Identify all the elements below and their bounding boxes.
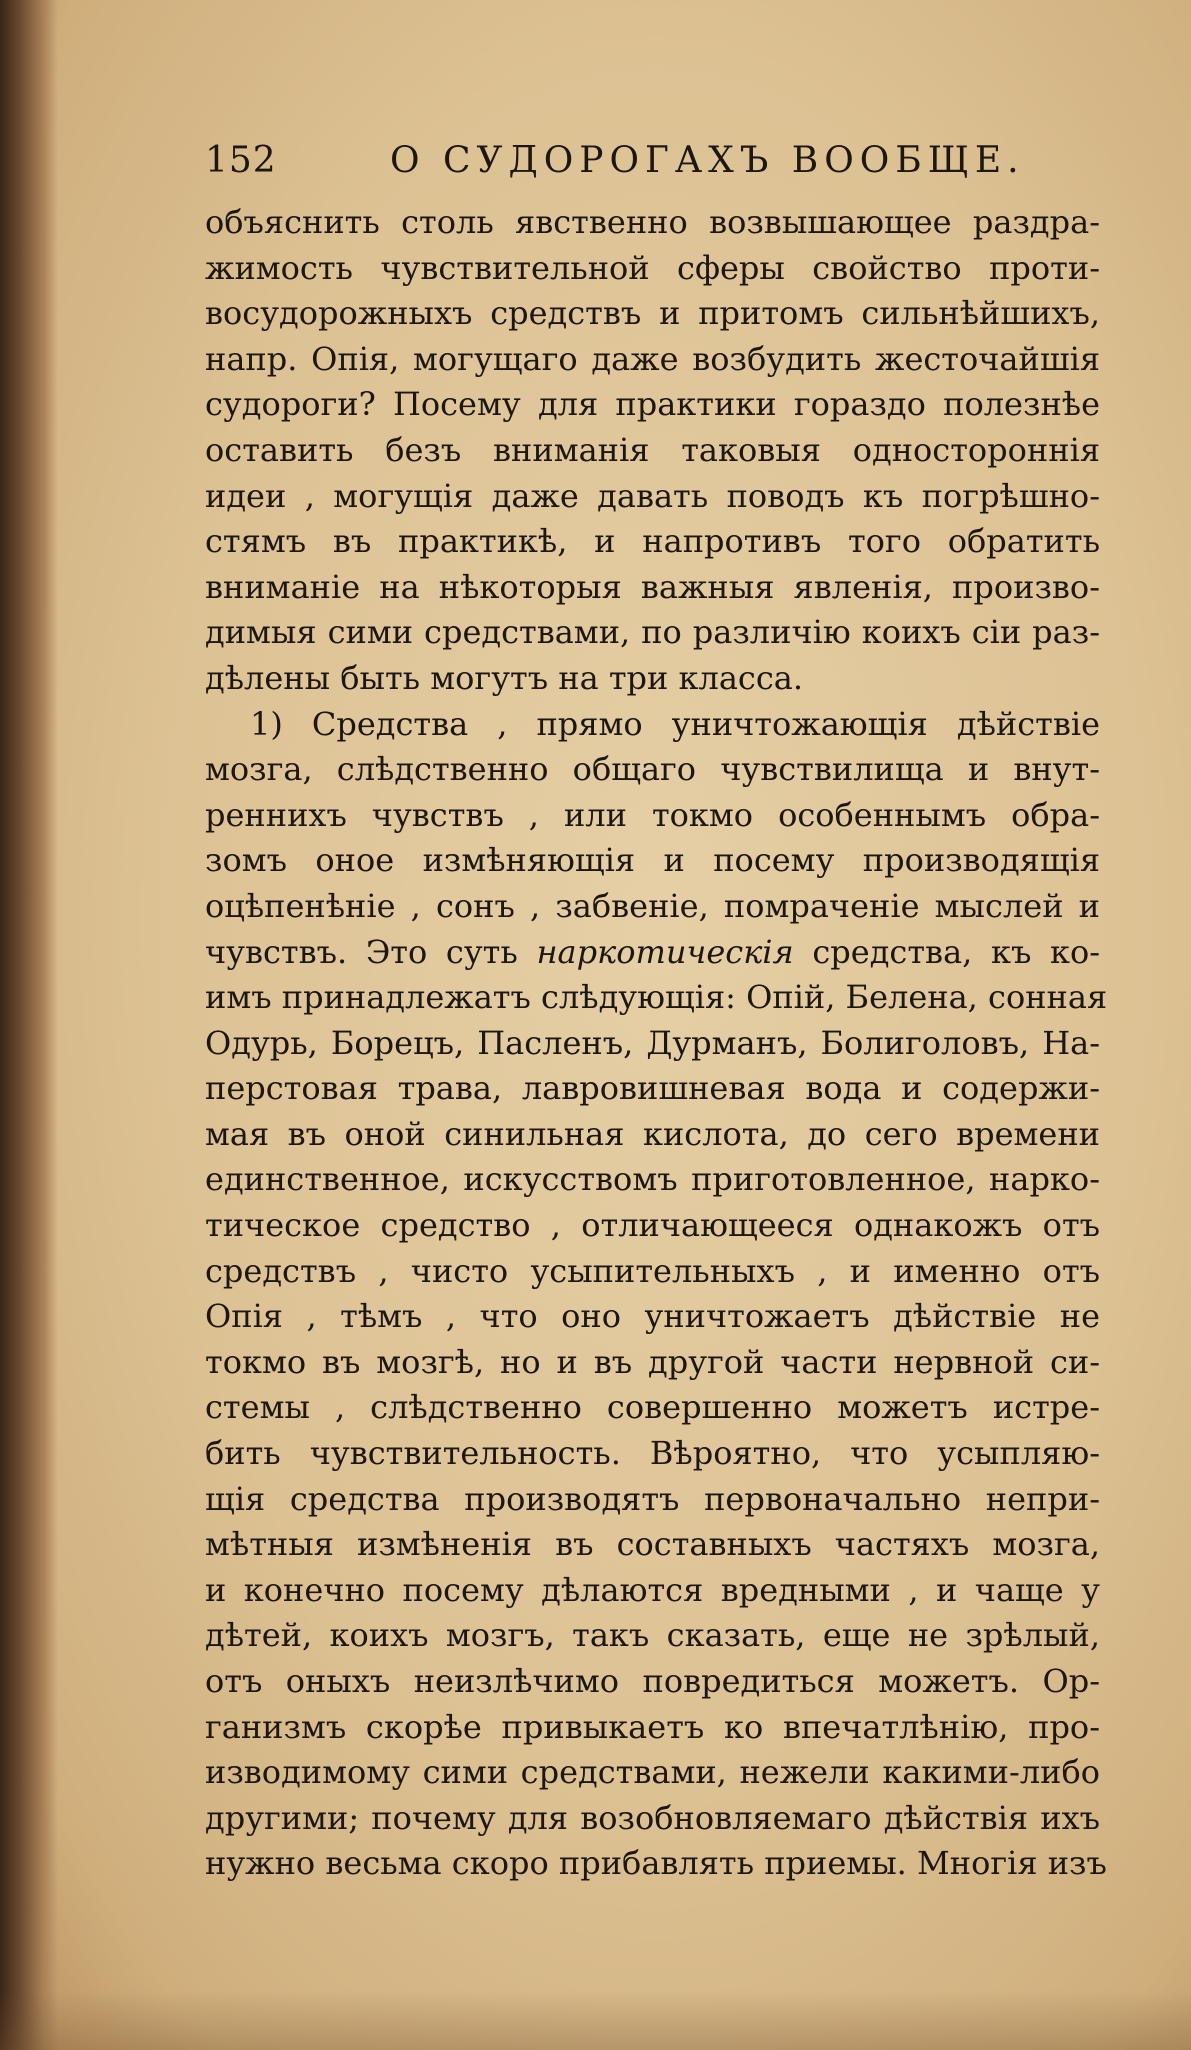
page-bottom-shade — [0, 1990, 1191, 2050]
text-line: димыя сими средствами, по различію коихъ сіи раз- — [205, 613, 1100, 652]
text-line-with-italic — [205, 930, 1100, 976]
page-binding-shadow — [0, 0, 58, 2050]
text-line: имъ принадлежатъ слѣдующія: Опій, Белена, сонная — [205, 978, 1108, 1017]
text-line: мѣтныя измѣненія въ составныхъ частяхъ мозга, — [205, 1525, 1100, 1564]
text-line: другими; почему для возобновляемаго дѣйствія ихъ — [205, 1798, 1100, 1837]
text-line: единственное, искусствомъ приготовленное, нарко- — [205, 1160, 1100, 1199]
page-header — [205, 140, 1105, 190]
text-line: восудорожныхъ средствъ и притомъ сильнѣйшихъ, — [205, 294, 1100, 333]
text-line: напр. Опія, могущаго даже возбудить жесточайшія — [205, 339, 1100, 378]
italic-term: наркотическія — [536, 932, 794, 971]
text-line: Опія , тѣмъ , что оно уничтожаетъ дѣйствіе не — [205, 1297, 1100, 1336]
text-line: объяснить столь явственно возвышающее раздра- — [205, 203, 1100, 241]
text-line: средствъ , чисто усыпительныхъ , и именно отъ — [205, 1251, 1100, 1290]
text-line: дѣтей, коихъ мозгъ, такъ сказать, еще не зрѣлый, — [205, 1616, 1100, 1655]
text-segment: средства, къ ко- — [812, 932, 1101, 971]
text-line: судороги? Посему для практики гораздо полезнѣе — [205, 385, 1100, 424]
text-line: изводимому сими средствами, нежели какими-либо — [205, 1753, 1100, 1792]
text-line: тическое средство , отличающееся однакожъ отъ — [205, 1206, 1100, 1245]
text-segment: чувствъ. Это суть — [205, 932, 518, 971]
text-line: оцѣпенѣніе , сонъ , забвеніе, помраченіе мыслей и — [205, 886, 1100, 925]
text-line: жимость чувствительной сферы свойство проти- — [205, 248, 1100, 287]
text-line: Одурь, Борецъ, Пасленъ, Дурманъ, Болиголовъ, На- — [205, 1023, 1100, 1062]
text-line: мая въ оной синильная кислота, до сего времени — [205, 1114, 1100, 1153]
text-line: перстовая трава, лавровишневая вода и содержи- — [205, 1069, 1100, 1108]
text-line: мозга, слѣдственно общаго чувствилища и внут- — [205, 750, 1100, 789]
text-line: идеи , могущія даже давать поводъ къ погрѣшно- — [205, 476, 1100, 515]
text-line: нужно весьма скоро прибавлять приемы. Многія изъ — [205, 1844, 1107, 1883]
text-line: щія средства производятъ первоначально непри- — [205, 1479, 1100, 1518]
text-line: стямъ въ практикѣ, и напротивъ того обратить — [205, 522, 1100, 561]
running-title: О СУДОРОГАХЪ ВООБЩЕ. — [390, 140, 1025, 181]
text-line: зомъ оное измѣняющія и посему производящія — [205, 841, 1100, 880]
paragraph-start-line: 1) Средства , прямо уничтожающія дѣйствіе — [250, 704, 1100, 743]
text-line: стемы , слѣдственно совершенно можетъ истре- — [205, 1388, 1100, 1427]
paragraph-end-line: дѣлены быть могутъ на три класса. — [205, 658, 804, 697]
text-line: ганизмъ скорѣе привыкаетъ ко впечатлѣнію, про- — [205, 1707, 1100, 1746]
text-line: бить чувствительность. Вѣроятно, что усыпляю- — [205, 1434, 1100, 1473]
text-line: отъ оныхъ неизлѣчимо повредиться можетъ. Ор- — [205, 1662, 1100, 1700]
text-line: и конечно посему дѣлаются вредными , и чаще у — [205, 1570, 1100, 1609]
text-line: вниманіе на нѣкоторыя важныя явленія, произво- — [205, 567, 1100, 606]
text-line: токмо въ мозгѣ, но и въ другой части нервной си- — [205, 1342, 1100, 1381]
text-line: реннихъ чувствъ , или токмо особеннымъ обра- — [205, 795, 1100, 834]
page-number: 152 — [205, 140, 277, 181]
body-text — [205, 200, 1108, 1887]
text-line: оставить безъ вниманія таковыя одностороннія — [205, 430, 1100, 469]
